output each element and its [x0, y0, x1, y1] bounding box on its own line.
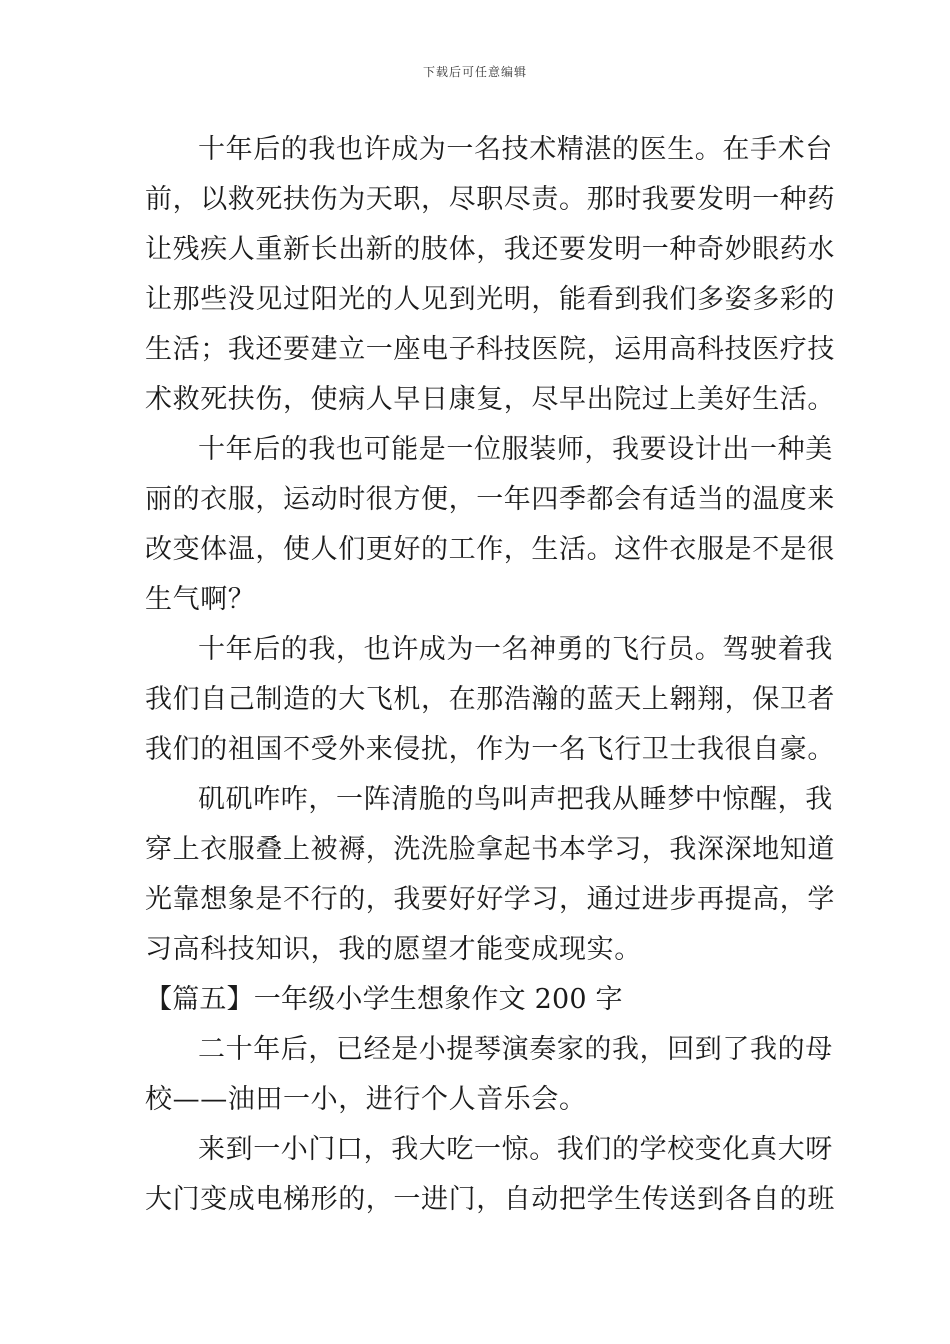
text-line: 我们的祖国不受外来侵扰，作为一名飞行卫士我很自豪。 [145, 734, 835, 765]
text-line: 十年后的我也许成为一名技术精湛的医生。在手术台 [198, 134, 833, 165]
text-line: 十年后的我，也许成为一名神勇的飞行员。驾驶着我 [198, 634, 833, 665]
text-line: 生活；我还要建立一座电子科技医院，运用高科技医疗技 [145, 334, 835, 365]
text-line: 改变体温，使人们更好的工作，生活。这件衣服是不是很 [145, 534, 835, 565]
text-line: 二十年后，已经是小提琴演奏家的我，回到了我的母 [198, 1034, 833, 1065]
text-line: 让那些没见过阳光的人见到光明，能看到我们多姿多彩的 [145, 284, 835, 315]
text-line: 来到一小门口，我大吃一惊。我们的学校变化真大呀 [198, 1134, 833, 1165]
text-line: 丽的衣服，运动时很方便，一年四季都会有适当的温度来 [145, 484, 835, 515]
text-line: 十年后的我也可能是一位服装师，我要设计出一种美 [198, 434, 833, 465]
header-note: 下载后可任意编辑 [422, 65, 527, 79]
text-line: 我们自己制造的大飞机，在那浩瀚的蓝天上翱翔，保卫者 [145, 684, 835, 715]
text-line: 穿上衣服叠上被褥，洗洗脸拿起书本学习，我深深地知道 [145, 834, 835, 865]
text-line: 校——油田一小，进行个人音乐会。 [145, 1084, 587, 1115]
text-line: 矶矶咋咋，一阵清脆的鸟叫声把我从睡梦中惊醒，我 [198, 784, 833, 815]
text-line: 术救死扶伤，使病人早日康复，尽早出院过上美好生活。 [145, 384, 835, 415]
text-line: 大门变成电梯形的，一进门，自动把学生传送到各自的班 [145, 1184, 835, 1215]
document-body [145, 125, 835, 1225]
text-line: 光靠想象是不行的，我要好好学习，通过进步再提高，学 [145, 884, 835, 915]
text-line: 前，以救死扶伤为天职，尽职尽责。那时我要发明一种药 [145, 184, 835, 215]
text-line: 让残疾人重新长出新的肢体，我还要发明一种奇妙眼药水 [145, 234, 835, 265]
section-heading: 【篇五】一年级小学生想象作文 200 字 [145, 984, 623, 1015]
text-line: 生气啊？ [145, 584, 256, 615]
text-line: 习高科技知识，我的愿望才能变成现实。 [145, 934, 642, 965]
